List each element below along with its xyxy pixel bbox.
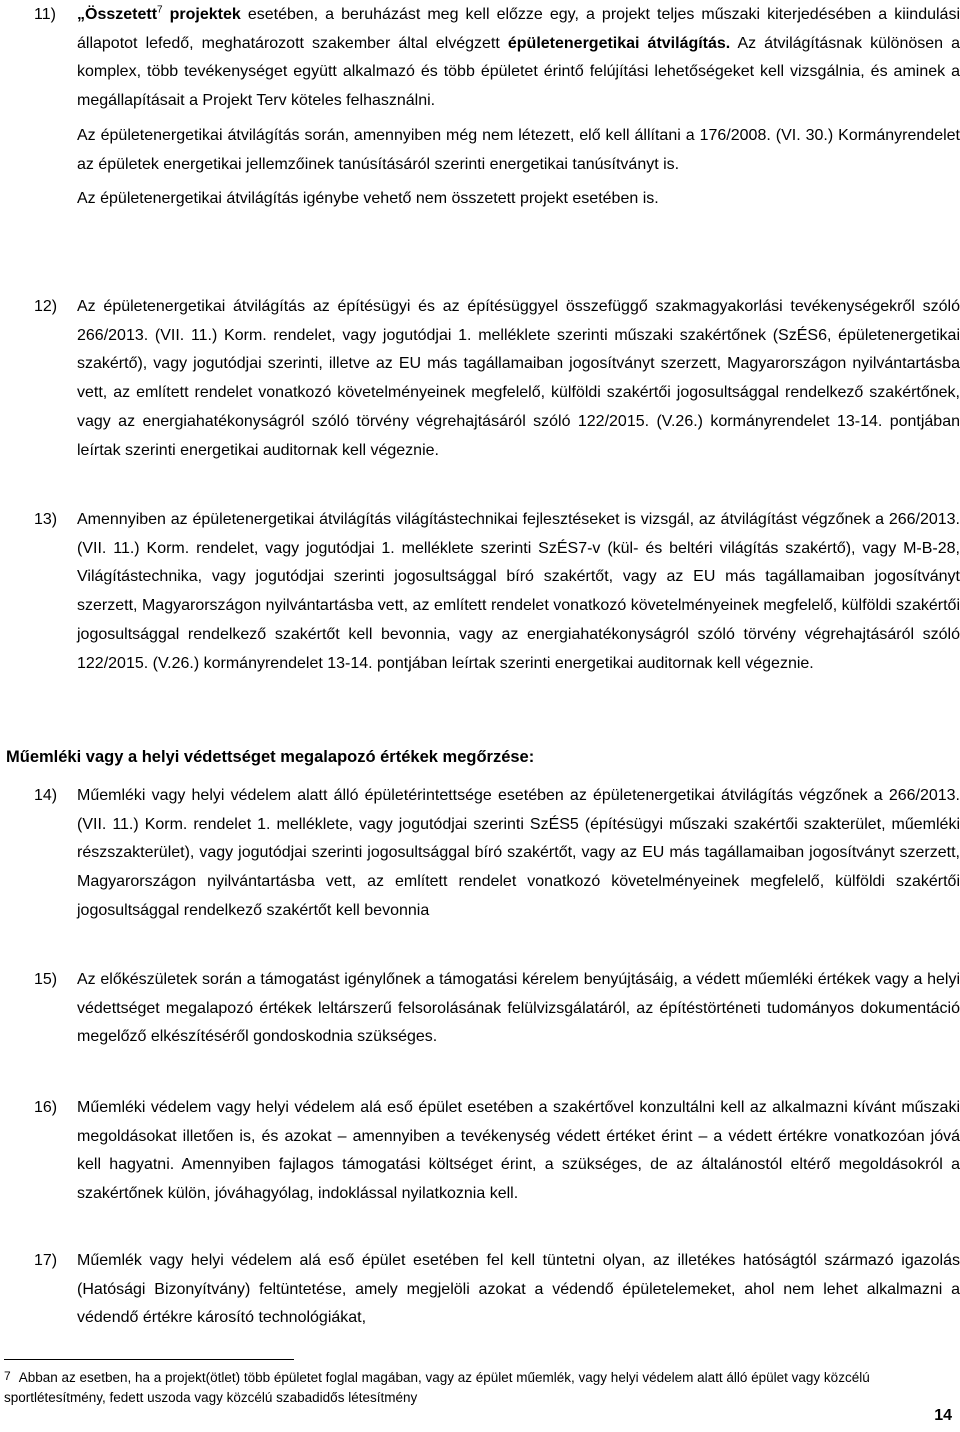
- item-number: 14): [34, 787, 58, 804]
- section-heading: Műemléki vagy a helyi védettséget megalapozó értékek megőrzése:: [6, 748, 535, 766]
- item-14-paragraph-1: Műemléki vagy helyi védelem alatt álló épületérintettsége esetében az épületenergetikai átvilágítás végzőnek a 266/2013. (VII. 11.) Korm. rendelet 1. melléklete, vagy jogutódjai szerinti SzÉS5 (építésügyi műszaki szakértői szakterület, műemléki részszakterület), vagy jogutódjai szerinti jogosultsággal bíró szakértőt, vagy az EU más tagállamaiban jogosítványt szerzett, Magyarországon nyilvántartásba vett, az említett rendelet vonatkozó követelményeinek megfelelő, külföldi szakértői jogosultsággal rendelkező szakértőt kell bevonnia: [77, 787, 960, 919]
- page-number: 14: [934, 1407, 952, 1424]
- item-body: [77, 1247, 960, 1333]
- item-body: [77, 1, 960, 214]
- footnote-text: Abban az esetben, ha a projekt(ötlet) több épületet foglal magában, vagy az épület műemlék, vagy helyi védelem alatt álló épület vagy közcélú sportlétesítmény, fedett uszoda vagy közcélú szabadidős létesítmény: [4, 1370, 870, 1405]
- item-13-paragraph-1: Amennyiben az épületenergetikai átvilágítás világítástechnikai fejlesztéseket is vizsgál, az átvilágítást végzőnek a 266/2013. (VII. 11.) Korm. rendelet, vagy jogutódjai 1. melléklete szerinti SzÉS7-v (kül- és beltéri világítás szakértő), vagy M-B-28, Világítástechnika, vagy jogutódjai szerinti jogosultsággal bíró szakértőt, vagy az EU más tagállamaiban jogosítványt szerzett, Magyarországon nyilvántartásba vett, az említett rendelet vonatkozó követelményeinek megfelelő, külföldi szakértői jogosultsággal rendelkező szakértőt kell bevonnia, vagy az energiahatékonyságról szóló törvény végrehajtásáról szóló 122/2015. (V.26.) kormányrendelet 13-14. pontjában leírtak szerinti energetikai auditornak kell végeznie.: [77, 511, 960, 672]
- item-11-paragraph-3: Az épületenergetikai átvilágítás igénybe vehető nem összetett projekt esetében is.: [77, 190, 659, 208]
- list-item-15: [34, 966, 960, 1052]
- footnote-divider: [4, 1359, 294, 1360]
- item-body: [77, 506, 960, 678]
- list-item-11: [34, 1, 960, 214]
- list-item-16: [34, 1094, 960, 1209]
- item-body: [77, 782, 960, 926]
- item-17-paragraph-1: Műemlék vagy helyi védelem alá eső épület esetében fel kell tüntetni olyan, az illetékes hatóságtól származó igazolás (Hatósági Bizonyítvány) feltüntetése, amely megjelöli azokat a védendő épületelemeket, ahol nem lehet alkalmazni a védendő értékre károsító technológiákat,: [77, 1252, 960, 1327]
- item-12-paragraph-1: Az épületenergetikai átvilágítás az építésügyi és az építésüggyel összefüggő szakmagyakorlási tevékenységekről szóló 266/2013. (VII. 11.) Korm. rendelet, vagy jogutódjai 1. melléklete szerinti műszaki szakértőnek (SzÉS6, épületenergetikai szakértő), vagy jogutódjai szerinti, illetve az EU más tagállamaiban jogosítványt szerzett, Magyarországon nyilvántartásba vett, az említett rendelet vonatkozó követelményeinek megfelelő, külföldi szakértői jogosultsággal rendelkező szakértőnek, vagy az energiahatékonyságról szóló törvény végrehajtásáról szóló 122/2015. (V.26.) kormányrendelet 13-14. pontjában leírtak szerinti energetikai auditornak kell végeznie.: [77, 298, 960, 459]
- item-16-paragraph-1: Műemléki védelem vagy helyi védelem alá eső épület esetében a szakértővel konzultálni kell az alkalmazni kívánt műszaki megoldásokat illetően is, és azokat – amennyiben a tevékenység védett értéket érint – a védett értékre vonatkozóan jóvá kell hagyatni. Amennyiben fajlagos támogatási költséget érint, a szükséges, de az általánostól eltérő megoldásokról a szakértőnek külön, jóváhagyólag, indoklással nyilatkoznia kell.: [77, 1099, 960, 1203]
- footnote-marker: 7: [4, 1369, 11, 1383]
- list-item-13: [34, 506, 960, 678]
- list-item-14: [34, 782, 960, 926]
- item-number: 16): [34, 1099, 58, 1116]
- item-number: 11): [34, 6, 56, 23]
- item-number: 17): [34, 1252, 58, 1269]
- item-11-paragraph-2: Az épületenergetikai átvilágítás során, amennyiben még nem létezett, elő kell állítani a 176/2008. (VI. 30.) Kormányrendelet az épületek energetikai jellemzőinek tanúsításáról szerinti energetikai tanúsítványt is.: [77, 126, 960, 173]
- item-number: 15): [34, 971, 58, 988]
- item-15-paragraph-1: Az előkészületek során a támogatást igénylőnek a támogatási kérelem benyújtásáig, a védett műemléki értékek vagy a helyi védettséget megalapozó értékek leltárszerű felsorolásának felülvizsgálatáról, az építéstörténeti tudományos dokumentáció megelőző elkészítéséről gondoskodnia szükséges.: [77, 971, 960, 1046]
- item-body: [77, 293, 960, 465]
- item-11-paragraph-1: „Összetett$^7$ projektek esetében, a beruházást meg kell előzze egy, a projekt teljes műszaki kiterjedésében a kiindulási állapotot lefedő, meghatározott szakember által elvégzett épületenergetikai átvilágítás. Az átvilágításnak különösen a komplex, több tevékenységet együtt alkalmazó és több épületet érintő felújítási lehetőségeket kell vizsgálnia, és aminek a megállapításait a Projekt Terv köteles felhasználni.: [77, 4, 960, 110]
- footnote: [4, 1368, 954, 1408]
- item-number: 13): [34, 511, 58, 528]
- item-body: [77, 966, 960, 1052]
- item-body: [77, 1094, 960, 1209]
- item-number: 12): [34, 298, 58, 315]
- list-item-12: [34, 293, 960, 465]
- list-item-17: [34, 1247, 960, 1333]
